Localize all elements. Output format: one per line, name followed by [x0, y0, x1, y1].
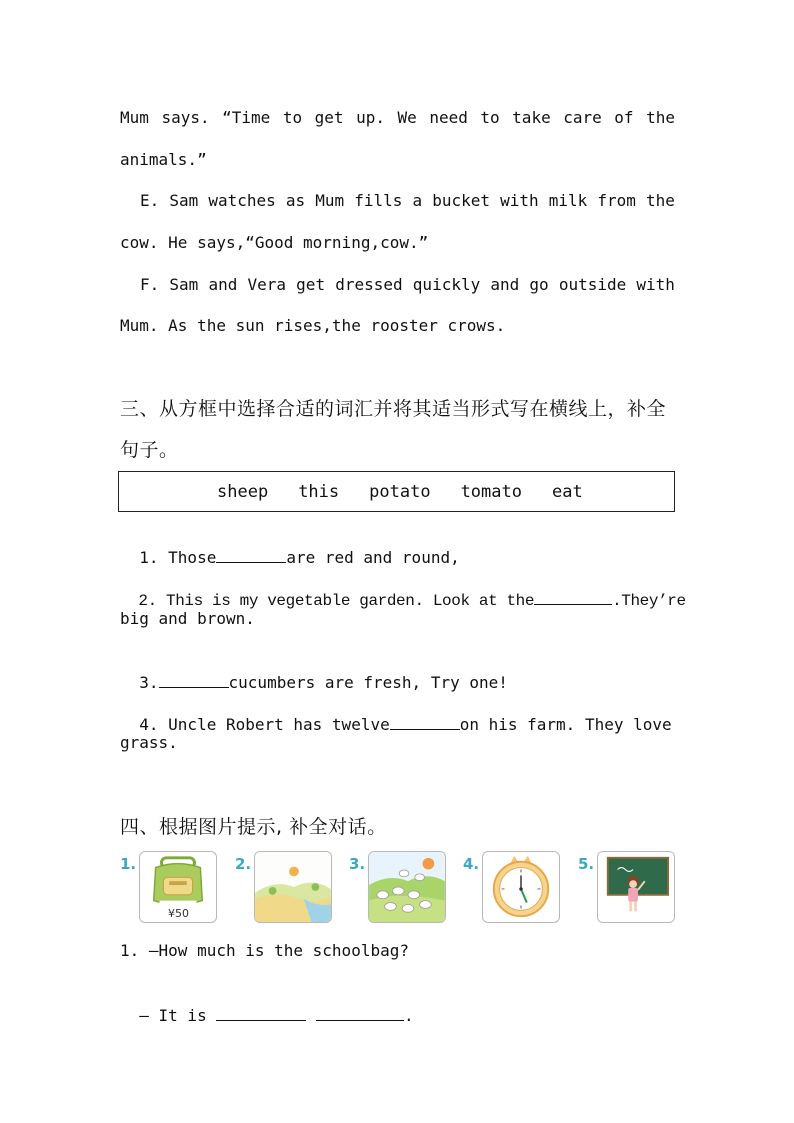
picture-number-4: 4.: [463, 855, 480, 873]
word: outside: [558, 275, 627, 294]
girl-at-blackboard-icon: [597, 851, 675, 923]
story-e-line-1: [140, 190, 675, 212]
word: quickly: [412, 275, 481, 294]
word: says.: [161, 108, 210, 127]
dialog-answer-1-blank-1[interactable]: [216, 1004, 306, 1021]
dialog-answer-1-blank-2[interactable]: [316, 1004, 404, 1021]
question-1: [120, 524, 675, 569]
question-1-suffix: are red and round,: [286, 548, 460, 567]
word: as: [285, 191, 306, 210]
word: Mum: [120, 108, 149, 127]
picture-number-3: 3.: [349, 855, 366, 873]
word: Vera: [247, 275, 287, 294]
word: to: [480, 108, 500, 127]
word: go: [529, 275, 549, 294]
word: bucket: [432, 191, 491, 210]
word-bank-item: this: [298, 482, 340, 502]
farm-landscape-icon: [254, 851, 332, 923]
question-3-blank[interactable]: [159, 671, 229, 688]
word-bank-box: [118, 471, 675, 512]
word: Mum: [315, 191, 345, 210]
question-2-suffix: .They’re: [612, 592, 686, 610]
word: take: [512, 108, 551, 127]
question-2-prefix: 2. This is my vegetable garden. Look at the: [138, 592, 535, 610]
word-bank-item: tomato: [460, 482, 522, 502]
section3-heading-line-2: 句子。: [120, 439, 179, 461]
story-f-line-2: Mum. As the sun rises,the rooster crows.: [120, 316, 506, 335]
word: dressed: [335, 275, 403, 294]
question-2-line-2: big and brown.: [120, 609, 255, 628]
word: We: [397, 108, 417, 127]
word: to: [282, 108, 303, 127]
word: with: [636, 275, 675, 294]
story-d-line-2: animals.”: [120, 150, 207, 169]
question-4-suffix: on his farm. They love: [459, 715, 672, 734]
word-bank-item: eat: [551, 482, 583, 502]
word: from: [597, 191, 636, 210]
section4-heading: 四、根据图片提示, 补全对话。: [120, 816, 387, 838]
word-bank-item: potato: [369, 482, 431, 502]
picture-number-1: 1.: [120, 855, 137, 873]
dialog-answer-1-prefix: — It is: [139, 1006, 207, 1025]
word: F.: [140, 275, 160, 294]
price-label: ¥50: [168, 907, 189, 920]
clock-icon: [482, 851, 560, 923]
word: of: [614, 108, 634, 127]
section3-heading-line-1: 三、从方框中选择合适的词汇并将其适当形式写在横线上，补全: [120, 398, 667, 420]
question-4-blank[interactable]: [390, 713, 460, 730]
word: a: [412, 191, 423, 210]
word: E.: [140, 191, 160, 210]
story-e-line-2: cow. He says,“Good morning,cow.”: [120, 233, 429, 252]
question-4: [120, 691, 675, 736]
question-2: [120, 566, 686, 612]
word: Sam: [169, 191, 199, 210]
word: Sam: [169, 275, 199, 294]
question-4-prefix: 4. Uncle Robert has twelve: [139, 715, 390, 734]
word: get: [296, 275, 326, 294]
word: the: [646, 191, 675, 210]
word: and: [490, 275, 520, 294]
word: get: [314, 108, 344, 127]
question-1-blank[interactable]: [216, 546, 286, 563]
sheep-flock-icon: [368, 851, 446, 923]
story-f-line-1: [140, 274, 675, 296]
question-3: [120, 649, 675, 694]
word: with: [500, 191, 539, 210]
word-bank-list: [217, 482, 583, 502]
question-2-blank[interactable]: [534, 588, 612, 605]
word: milk: [548, 191, 588, 210]
question-4-line-2: grass.: [120, 733, 178, 752]
word: care: [563, 108, 602, 127]
word: “Time: [222, 108, 271, 127]
word: the: [646, 108, 675, 127]
dialog-question-1: 1. —How much is the schoolbag?: [120, 941, 409, 960]
word: watches: [208, 191, 276, 210]
word: up.: [356, 108, 385, 127]
word: and: [208, 275, 238, 294]
picture-number-5: 5.: [578, 855, 595, 873]
picture-number-2: 2.: [235, 855, 252, 873]
question-3-prefix: 3.: [139, 673, 159, 692]
word: fills: [354, 191, 403, 210]
word-bank-item: sheep: [217, 482, 269, 502]
dialog-answer-1-suffix: .: [403, 1006, 414, 1025]
question-3-suffix: cucumbers are fresh, Try one!: [228, 673, 508, 692]
dialog-answer-1: [120, 982, 675, 1027]
story-d-line-1: [120, 107, 675, 129]
schoolbag-icon: [139, 851, 217, 923]
word: need: [429, 108, 468, 127]
question-1-prefix: 1. Those: [139, 548, 217, 567]
